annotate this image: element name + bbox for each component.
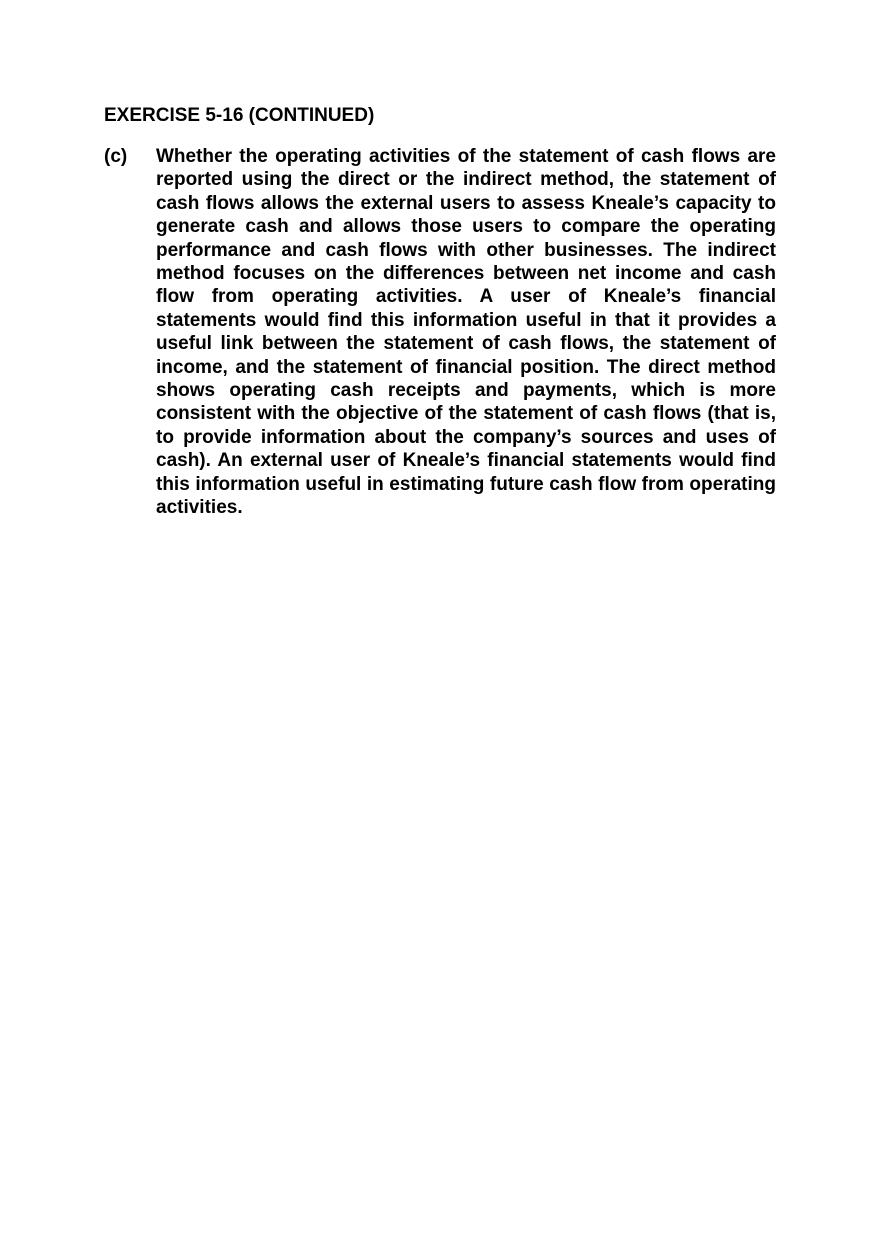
exercise-heading: EXERCISE 5-16 (CONTINUED) [104,105,375,126]
item-paragraph: Whether the operating activities of the statement of cash flows are reported using the direct or the indirect method, the statement of cash flows allows the external users to assess Kneale’s capacity to generate cash and allows those users to compare the operating performance and cash flows with other businesses. The indirect method focuses on the differences between net income and cash flow from operating activities. A user of Kneale’s financial statements would find this information useful in that it provides a useful link between the statement of cash flows, the statement of income, and the statement of financial position. The direct method shows operating cash receipts and payments, which is more consistent with the objective of the statement of cash flows (that is, to provide information about the company’s sources and uses of cash). An external user of Kneale’s financial statements would find this information useful in estimating future cash flow from operating activities. [156,146,776,519]
item-label: (c) [104,146,128,167]
